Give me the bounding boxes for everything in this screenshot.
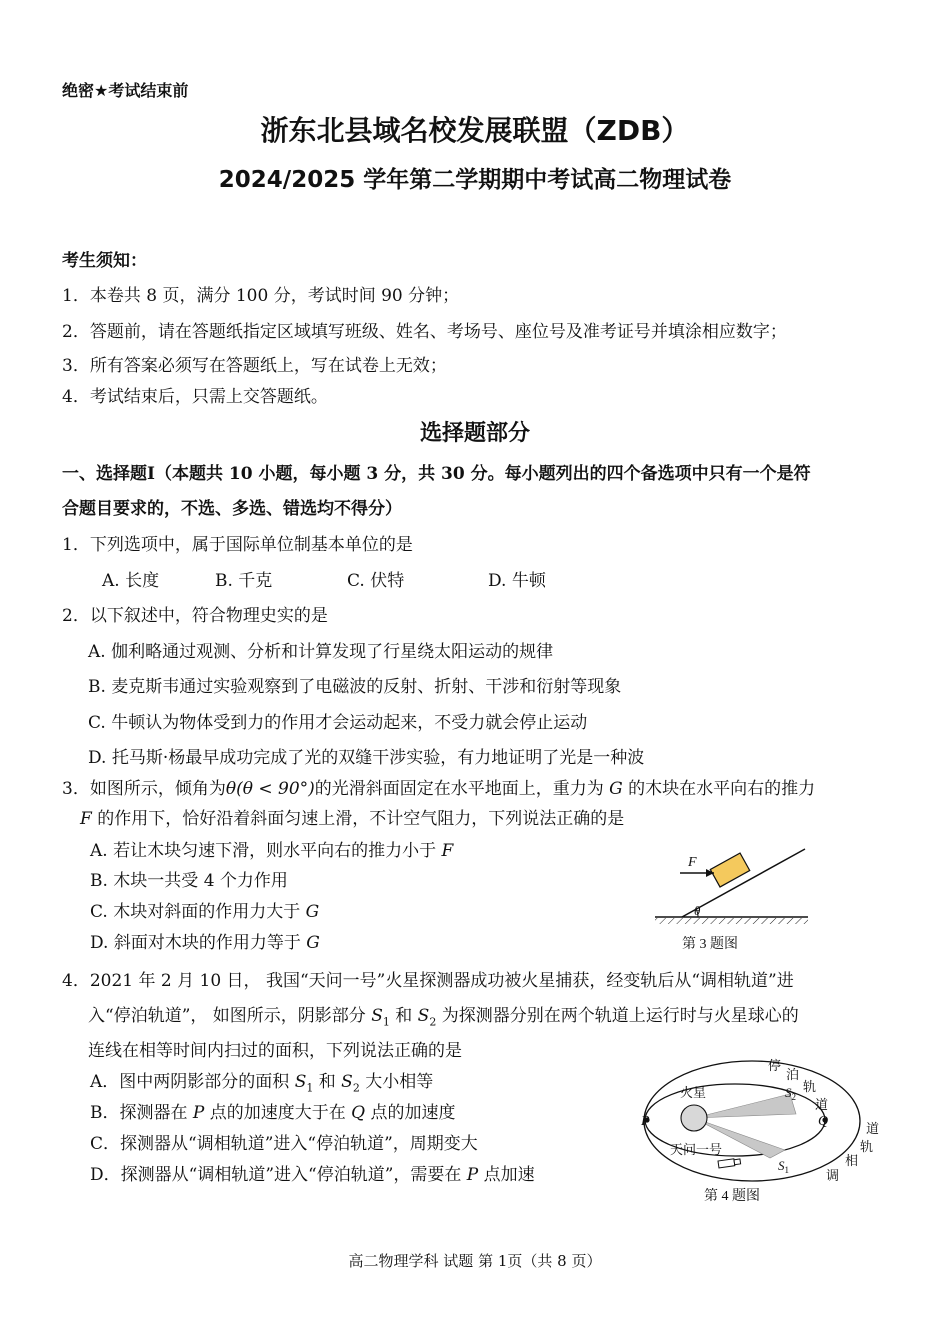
s1-subscript: 1 — [784, 1165, 789, 1175]
q4-stem-line2-a: 入“停泊轨道”， 如图所示，阴影部分 — [88, 1006, 372, 1026]
q4-option-a-text2: 和 — [313, 1072, 342, 1092]
q2-stem: 2．以下叙述中，符合物理史实的是 — [62, 606, 328, 626]
q4-s2-sub: 2 — [429, 1015, 437, 1029]
q4-s1-symbol: S — [371, 1006, 383, 1026]
q4-option-b-text2: 点的加速度大于在 — [204, 1103, 352, 1123]
mars-body — [681, 1105, 707, 1131]
q4-option-b-text3: 点的加速度 — [365, 1103, 456, 1123]
q4-option-a-text1: A．图中两阴影部分的面积 — [90, 1072, 295, 1092]
q4-option-b-q: Q — [351, 1103, 366, 1123]
notice-item-3: 3．所有答案必须写在答题纸上，写在试卷上无效； — [62, 356, 447, 376]
q3-option-c — [90, 901, 319, 923]
q4-stem-line3: 连线在相等时间内扫过的面积，下列说法正确的是 — [88, 1041, 462, 1061]
q1-option-a: A. 长度 — [102, 571, 160, 591]
q4-s2-symbol: S — [417, 1006, 430, 1026]
q2-option-d: D. 托马斯·杨最早成功完成了光的双缝干涉实验，有力地证明了光是一种波 — [88, 748, 645, 768]
q4-option-a — [90, 1071, 433, 1099]
phasing-char-3: 相 — [845, 1153, 859, 1168]
q3-option-d-text: D. 斜面对木块的作用力等于 — [90, 933, 307, 953]
s2-label — [785, 1085, 796, 1102]
q1-option-c: C. 伏特 — [347, 571, 405, 591]
q4-option-a-sub1: 1 — [306, 1081, 314, 1095]
q4-stem-line2 — [88, 1005, 799, 1033]
q3-option-c-text: C. 木块对斜面的作用力大于 — [90, 902, 306, 922]
confidential-mark: 绝密★考试结束前 — [62, 81, 189, 100]
q4-option-b — [90, 1102, 456, 1124]
q3-option-d — [90, 932, 320, 954]
s2-subscript: 2 — [791, 1092, 796, 1102]
phasing-char-1: 道 — [866, 1121, 880, 1136]
q3-stem-line2 — [80, 808, 624, 830]
parking-char-4: 道 — [815, 1097, 829, 1112]
q3-option-b-text: B. 木块一共受 4 个力作用 — [90, 871, 288, 891]
q3-option-c-var: G — [305, 902, 320, 922]
parking-char-2: 泊 — [786, 1067, 800, 1082]
parking-char-1: 停 — [768, 1058, 782, 1073]
q4-option-a-text3: 大小相等 — [359, 1072, 434, 1092]
q4-option-d-text2: 点加速 — [478, 1165, 535, 1185]
q4-orbit-figure — [640, 1050, 890, 1210]
exam-title: 浙东北县域名校发展联盟（ZDB） — [260, 114, 690, 147]
force-label: F — [688, 855, 697, 870]
q4-s1-sub: 1 — [382, 1015, 390, 1029]
q2-option-a: A. 伽利略通过观测、分析和计算发现了行星绕太阳运动的规律 — [88, 642, 554, 662]
section-instruction-line1: 一、选择题Ⅰ（本题共 10 小题，每小题 3 分，共 30 分。每小题列出的四个备选项中只有一个是符 — [62, 464, 811, 484]
q3-option-b — [90, 870, 288, 892]
notice-heading: 考生须知： — [62, 251, 147, 271]
q4-option-b-p: P — [192, 1103, 205, 1123]
q3-option-a-var: F — [441, 841, 454, 861]
phasing-char-2: 轨 — [860, 1139, 874, 1154]
q3-option-a — [90, 840, 453, 862]
q1-stem: 1．下列选项中，属于国际单位制基本单位的是 — [62, 535, 413, 555]
q3-stem-line2-text: 的作用下，恰好沿着斜面匀速上滑，不计空气阻力，下列说法正确的是 — [97, 809, 625, 829]
notice-item-4: 4．考试结束后，只需上交答题纸。 — [62, 387, 328, 407]
probe-icon — [718, 1158, 741, 1168]
q3-stem-line1 — [62, 778, 815, 800]
q3-theta: θ — [225, 779, 237, 799]
q3-f-symbol: F — [80, 809, 92, 829]
q3-incline-figure — [650, 840, 820, 960]
q1-option-b: B. 千克 — [215, 571, 273, 591]
probe-label: 天问一号 — [670, 1142, 723, 1157]
q4-option-c: C．探测器从“调相轨道”进入“停泊轨道”，周期变大 — [90, 1134, 478, 1154]
shaded-area-s2 — [694, 1094, 796, 1118]
q1-option-d: D. 牛顿 — [488, 571, 546, 591]
q3-option-a-text: A. 若让木块匀速下滑，则水平向右的推力小于 — [90, 841, 442, 861]
section-instruction-line2: 合题目要求的，不选、多选、错选均不得分） — [62, 499, 402, 519]
angle-label: θ — [694, 903, 701, 918]
q3-stem-part2: 的光滑斜面固定在水平地面上，重力为 — [314, 779, 604, 799]
ground-hatch — [655, 918, 808, 924]
q3-figure-caption: 第 3 题图 — [682, 937, 738, 952]
q3-theta-condition: (θ < 90°) — [236, 779, 315, 799]
phasing-char-4: 调 — [826, 1168, 840, 1183]
notice-item-1: 1．本卷共 8 页，满分 100 分，考试时间 90 分钟； — [62, 286, 460, 306]
q3-stem-part3: 的木块在水平向右的推力 — [628, 779, 816, 799]
parking-char-3: 轨 — [803, 1079, 817, 1094]
q4-option-d-p: P — [466, 1165, 479, 1185]
q4-option-d — [90, 1164, 535, 1186]
point-p-label: P — [641, 1114, 650, 1129]
q2-option-b: B. 麦克斯韦通过实验观察到了电磁波的反射、折射、干涉和衍射等现象 — [88, 677, 622, 697]
q3-option-d-var: G — [306, 933, 320, 953]
q4-option-a-s1: S — [294, 1072, 307, 1092]
page-footer: 高二物理学科 试题 第 1页（共 8 页） — [348, 1252, 602, 1270]
q3-stem-part1: 3．如图所示，倾角为 — [62, 779, 226, 799]
q4-stem-line2-b: 和 — [389, 1006, 418, 1026]
q4-option-a-s2: S — [341, 1072, 353, 1092]
mars-label: 火星 — [680, 1085, 707, 1100]
wooden-block — [710, 853, 749, 887]
q3-g-symbol: G — [609, 779, 623, 799]
s2-letter: S — [785, 1085, 792, 1100]
q4-stem-line2-c: 为探测器分别在两个轨道上运行时与火星球心的 — [436, 1006, 799, 1026]
section-title: 选择题部分 — [419, 420, 530, 446]
q4-option-a-sub2: 2 — [352, 1081, 360, 1095]
point-q-label: Q — [818, 1114, 829, 1129]
exam-subtitle: 2024/2025 学年第二学期期中考试高二物理试卷 — [218, 167, 732, 193]
q4-option-d-text1: D．探测器从“调相轨道”进入“停泊轨道”，需要在 — [90, 1165, 467, 1185]
q4-figure-caption: 第 4 题图 — [704, 1189, 760, 1204]
q2-option-c: C. 牛顿认为物体受到力的作用才会运动起来，不受力就会停止运动 — [88, 713, 588, 733]
q4-option-b-text1: B．探测器在 — [90, 1103, 193, 1123]
s1-letter: S — [778, 1158, 785, 1173]
q4-stem-line1: 4．2021 年 2 月 10 日， 我国“天问一号”火星探测器成功被火星捕获，经变轨后从“调相轨道”进 — [62, 971, 794, 991]
notice-item-2: 2．答题前，请在答题纸指定区域填写班级、姓名、考场号、座位号及准考证号并填涂相应数字； — [62, 322, 787, 342]
s1-label — [778, 1158, 789, 1175]
